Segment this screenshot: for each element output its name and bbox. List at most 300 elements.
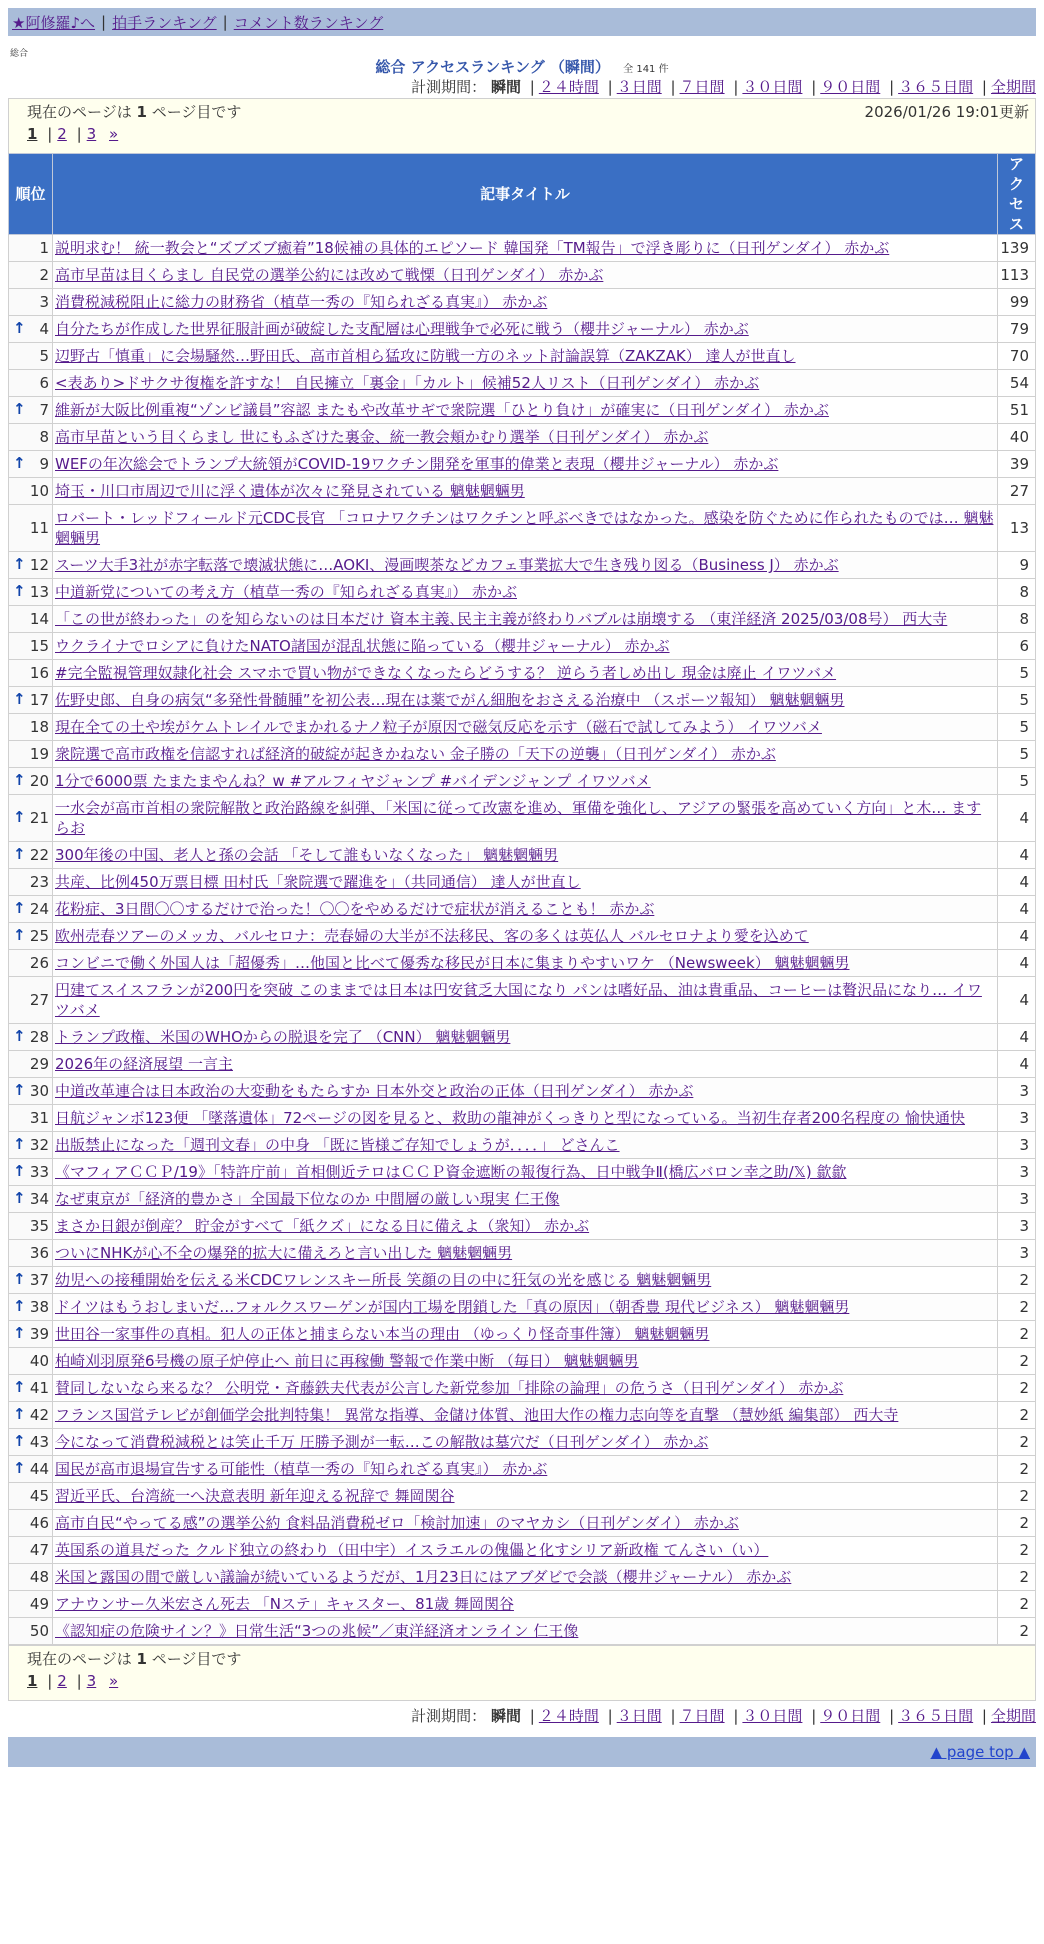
rank-cell: [9, 1294, 53, 1321]
table-row: [9, 1402, 1036, 1429]
period-current: 瞬間: [490, 78, 521, 96]
access-count: 4: [998, 977, 1036, 1024]
title-cell: [53, 950, 998, 977]
rank-cell: [9, 1213, 53, 1240]
table-row: [9, 397, 1036, 424]
rank-up-arrow-icon: ↑: [13, 808, 26, 826]
access-count: 4: [998, 869, 1036, 896]
rank-number: 19: [29, 745, 49, 763]
access-count: 5: [998, 768, 1036, 795]
article-link[interactable]: 習近平氏、台湾統一へ決意表明 新年迎える祝辞で 舞岡関谷: [55, 1487, 455, 1505]
article-link[interactable]: 現在全ての土や埃がケムトレイルでまかれるナノ粒子が原因で磁気反応を示す（磁石で試してみよう） イワツバメ: [55, 718, 822, 736]
table-row: [9, 1159, 1036, 1186]
article-link[interactable]: 中道新党についての考え方（植草一秀の『知られざる真実』） 赤かぶ: [55, 583, 517, 601]
article-link[interactable]: 消費税減税阻止に総力の財務省（植草一秀の『知られざる真実』） 赤かぶ: [55, 293, 548, 311]
rank-cell: [9, 1375, 53, 1402]
rank-number: 40: [29, 1352, 49, 1370]
access-header: アクセス: [998, 154, 1036, 235]
rank-cell: [9, 977, 53, 1024]
table-row: [9, 1051, 1036, 1078]
table-row: [9, 1294, 1036, 1321]
access-count: 2: [998, 1591, 1036, 1618]
rank-number: 28: [29, 1028, 49, 1046]
table-row: [9, 505, 1036, 552]
access-count: 40: [998, 424, 1036, 451]
access-count: 2: [998, 1429, 1036, 1456]
title-cell: [53, 1267, 998, 1294]
article-link[interactable]: 高市自民“やってる感”の選挙公約 食料品消費税ゼロ「検討加速」のマヤカシ（日刊ゲンダイ） 赤かぶ: [55, 1514, 739, 1532]
title-cell: [53, 1078, 998, 1105]
article-link[interactable]: 《認知症の危険サイン？》日常生活“3つの兆候”／東洋経済オンライン 仁王像: [55, 1622, 579, 1640]
period-7d-link[interactable]: ７日間: [679, 78, 725, 96]
title-cell: [53, 768, 998, 795]
article-link[interactable]: 高市早苗という目くらまし 世にもふざけた裏金、統一教会頬かむり選挙（日刊ゲンダイ） 赤かぶ: [55, 428, 709, 446]
rank-number: 34: [29, 1190, 49, 1208]
period-3d-link[interactable]: ３日間: [616, 78, 662, 96]
rank-number: 12: [29, 556, 49, 574]
article-link[interactable]: 幼児への接種開始を伝える米CDCワレンスキー所長 笑顔の目の中に狂気の光を感じる 魑魅魍魎男: [55, 1271, 712, 1289]
title-cell: [53, 923, 998, 950]
rank-up-arrow-icon: ↑: [13, 1189, 26, 1207]
period-3d-link[interactable]: ３日間: [616, 1707, 662, 1725]
rank-up-arrow-icon: ↑: [13, 690, 26, 708]
rank-number: 5: [39, 347, 49, 365]
access-count: 3: [998, 1213, 1036, 1240]
rank-cell: [9, 451, 53, 478]
table-row: [9, 687, 1036, 714]
article-link[interactable]: 2026年の経済展望 一言主: [55, 1055, 233, 1073]
rank-number: 3: [39, 293, 49, 311]
access-count: 4: [998, 896, 1036, 923]
rank-cell: [9, 1051, 53, 1078]
table-row: [9, 1213, 1036, 1240]
period-selector-bottom: 計測期間： 瞬間 | ２４時間 | ３日間 | ７日間 | ３０日間 | ９０日間 | ３６５日間 | 全期間: [411, 1707, 1036, 1725]
table-row: [9, 741, 1036, 768]
page-next-link[interactable]: »: [109, 1672, 119, 1690]
title-cell: [53, 1105, 998, 1132]
article-link[interactable]: コンビニで働く外国人は「超優秀」…他国と比べて優秀な移民が日本に集まりやすいワケ （Newsweek） 魑魅魍魎男: [55, 954, 850, 972]
article-link[interactable]: 一水会が高市首相の衆院解散と政治路線を糾弾、「米国に従って改憲を進め、軍備を強化し、アジアの緊張を高めていく方向」と木… ますらお: [55, 799, 982, 837]
rank-cell: [9, 1618, 53, 1645]
rank-cell: [9, 1537, 53, 1564]
access-count: 2: [998, 1483, 1036, 1510]
title-cell: [53, 424, 998, 451]
updated-timestamp: 2026/01/26 19:01更新: [864, 103, 1029, 121]
rank-cell: [9, 896, 53, 923]
table-row: [9, 552, 1036, 579]
table-row: [9, 1429, 1036, 1456]
rank-up-arrow-icon: ↑: [13, 771, 26, 789]
article-link[interactable]: まさか日銀が倒産？ 貯金がすべて「紙クズ」になる日に備えよ（衆知） 赤かぶ: [55, 1217, 590, 1235]
table-row: [9, 1024, 1036, 1051]
title-cell: [53, 370, 998, 397]
rank-cell: [9, 923, 53, 950]
title-cell: [53, 289, 998, 316]
access-count: 2: [998, 1375, 1036, 1402]
title-cell: [53, 1564, 998, 1591]
rank-number: 42: [29, 1406, 49, 1424]
rank-cell: [9, 1024, 53, 1051]
rank-number: 23: [29, 873, 49, 891]
nav-separator: |: [101, 13, 107, 31]
rank-number: 24: [29, 900, 49, 918]
table-row: [9, 289, 1036, 316]
title-cell: [53, 977, 998, 1024]
table-row: [9, 579, 1036, 606]
rank-up-arrow-icon: ↑: [13, 899, 26, 917]
rank-up-arrow-icon: ↑: [13, 926, 26, 944]
rank-number: 21: [29, 809, 49, 827]
rank-cell: [9, 1267, 53, 1294]
rank-cell: [9, 842, 53, 869]
table-row: [9, 633, 1036, 660]
article-link[interactable]: 説明求む！ 統一教会と“ズブズブ癒着”18候補の具体的エピソード 韓国発「TM報告」で浮き彫りに（日刊ゲンダイ） 赤かぶ: [55, 239, 890, 257]
access-count: 9: [998, 552, 1036, 579]
article-link[interactable]: 柏崎刈羽原発6号機の原子炉停止へ 前日に再稼働 警報で作業中断 （毎日） 魑魅魍魎男: [55, 1352, 639, 1370]
access-count: 2: [998, 1402, 1036, 1429]
title-cell: [53, 842, 998, 869]
rank-cell: [9, 660, 53, 687]
rank-cell: [9, 397, 53, 424]
rank-cell: [9, 687, 53, 714]
rank-cell: [9, 1321, 53, 1348]
access-count: 113: [998, 262, 1036, 289]
table-row: [9, 1348, 1036, 1375]
article-link[interactable]: スーツ大手3社が赤字転落で壊滅状態に…AOKI、漫画喫茶などカフェ事業拡大で生き残り図る（Business J） 赤かぶ: [55, 556, 839, 574]
rank-number: 33: [29, 1163, 49, 1181]
rank-up-arrow-icon: ↑: [13, 319, 26, 337]
rank-number: 31: [29, 1109, 49, 1127]
access-count: 4: [998, 950, 1036, 977]
article-link[interactable]: 辺野古「慎重」に会場騒然…野田氏、高市首相ら猛攻に防戦一方のネット討論誤算（ZAKZAK） 達人が世直し: [55, 347, 796, 365]
title-cell: [53, 1186, 998, 1213]
rank-cell: [9, 1456, 53, 1483]
access-count: 3: [998, 1186, 1036, 1213]
rank-cell: [9, 714, 53, 741]
rank-cell: [9, 950, 53, 977]
rank-header: 順位: [9, 154, 53, 235]
applause-ranking-link[interactable]: 拍手ランキング: [112, 13, 217, 32]
article-link[interactable]: 今になって消費税減税とは笑止千万 圧勝予測が一転…この解散は墓穴だ（日刊ゲンダイ） 赤かぶ: [55, 1433, 709, 1451]
access-count: 2: [998, 1456, 1036, 1483]
access-count: 3: [998, 1105, 1036, 1132]
period-all-link[interactable]: 全期間: [990, 1707, 1036, 1725]
article-link[interactable]: 英国系の道具だった クルド独立の終わり（田中宇）イスラエルの傀儡と化すシリア新政権 てんさい（い）: [55, 1541, 769, 1559]
title-cell: [53, 505, 998, 552]
table-row: [9, 1564, 1036, 1591]
article-link[interactable]: 賛同しないなら来るな？ 公明党・斉藤鉄夫代表が公言した新党参加「排除の論理」の危うさ（日刊ゲンダイ） 赤かぶ: [55, 1379, 844, 1397]
period-24h-link[interactable]: ２４時間: [538, 1707, 599, 1725]
title-cell: [53, 795, 998, 842]
period-selector-top: 計測期間： 瞬間 | ２４時間 | ３日間 | ７日間 | ３０日間 | ９０日間 | ３６５日間 | 全期間: [411, 78, 1036, 96]
period-365d-link[interactable]: ３６５日間: [898, 1707, 974, 1725]
period-label: 計測期間：: [411, 1707, 487, 1725]
rank-number: 26: [29, 954, 49, 972]
period-7d-link[interactable]: ７日間: [679, 1707, 725, 1725]
ranking-table: [8, 153, 1036, 1645]
article-link[interactable]: なぜ東京が「経済的豊かさ」全国最下位なのか 中間層の厳しい現実 仁王像: [55, 1190, 560, 1208]
table-row: [9, 606, 1036, 633]
table-row: [9, 660, 1036, 687]
access-count: 27: [998, 478, 1036, 505]
rank-number: 46: [29, 1514, 49, 1532]
access-count: 2: [998, 1321, 1036, 1348]
rank-cell: [9, 1186, 53, 1213]
rank-number: 16: [29, 664, 49, 682]
rank-cell: [9, 1429, 53, 1456]
title-cell: [53, 1618, 998, 1645]
title-cell: [53, 1132, 998, 1159]
rank-up-arrow-icon: ↑: [13, 845, 26, 863]
rank-number: 27: [29, 991, 49, 1009]
title-cell: [53, 633, 998, 660]
article-link[interactable]: 埼玉・川口市周辺で川に浮く遺体が次々に発見されている 魑魅魍魎男: [55, 482, 525, 500]
page-3-link[interactable]: 3: [86, 125, 97, 143]
period-90d-link[interactable]: ９０日間: [820, 78, 881, 96]
access-count: 79: [998, 316, 1036, 343]
table-row: [9, 316, 1036, 343]
article-link[interactable]: 佐野史郎、自身の病気“多発性骨髄腫”を初公表…現在は薬でがん細胞をおさえる治療中 （スポーツ報知） 魑魅魍魎男: [55, 691, 845, 709]
access-count: 4: [998, 795, 1036, 842]
table-row: [9, 1132, 1036, 1159]
page-2-link[interactable]: 2: [57, 125, 67, 143]
table-row: [9, 1321, 1036, 1348]
rank-up-arrow-icon: ↑: [13, 1270, 26, 1288]
rank-number: 22: [29, 846, 49, 864]
rank-number: 20: [29, 772, 49, 790]
rank-up-arrow-icon: ↑: [13, 400, 26, 418]
rank-up-arrow-icon: ↑: [13, 1297, 26, 1315]
rank-cell: [9, 235, 53, 262]
rank-cell: [9, 606, 53, 633]
rank-cell: [9, 1132, 53, 1159]
page-current: 1: [27, 125, 38, 143]
rank-number: 18: [29, 718, 49, 736]
rank-cell: [9, 1159, 53, 1186]
article-link[interactable]: 《マフィアＣＣＰ/19》「特許庁前」首相側近テロはＣＣＰ資金遮断の報復行為、日中戦争Ⅱ(橋広バロン幸之助/𝕏) 歙歙: [55, 1163, 847, 1181]
title-cell: [53, 741, 998, 768]
title-cell: [53, 1402, 998, 1429]
table-row: [9, 896, 1036, 923]
rank-number: 8: [39, 428, 49, 446]
rank-up-arrow-icon: ↑: [13, 454, 26, 472]
rank-number: 32: [29, 1136, 49, 1154]
current-page-text: 現在のページは 1 ページ目です: [27, 103, 242, 121]
period-30d-link[interactable]: ３０日間: [742, 78, 803, 96]
access-count: 4: [998, 1024, 1036, 1051]
rank-cell: [9, 869, 53, 896]
table-row: [9, 370, 1036, 397]
title-cell: [53, 896, 998, 923]
article-link[interactable]: ドイツはもうおしまいだ…フォルクスワーゲンが国内工場を閉鎖した「真の原因」（朝香豊 現代ビジネス） 魑魅魍魎男: [55, 1298, 850, 1316]
page-2-link[interactable]: 2: [57, 1672, 67, 1690]
article-link[interactable]: 「この世が終わった」のを知らないのは日本だけ 資本主義､民主主義が終わりバブルは崩壊する （東洋経済 2025/03/08号） 西大寺: [55, 610, 948, 628]
rank-number: 49: [29, 1595, 49, 1613]
period-all-link[interactable]: 全期間: [990, 78, 1036, 96]
title-cell: [53, 687, 998, 714]
article-link[interactable]: 花粉症、3日間〇〇するだけで治った！〇〇をやめるだけで症状が消えることも！ 赤かぶ: [55, 900, 655, 918]
title-cell: [53, 478, 998, 505]
period-30d-link[interactable]: ３０日間: [742, 1707, 803, 1725]
title-cell: [53, 316, 998, 343]
article-link[interactable]: 共産、比例450万票目標 田村氏「衆院選で躍進を」（共同通信） 達人が世直し: [55, 873, 581, 891]
rank-number: 43: [29, 1433, 49, 1451]
rank-number: 47: [29, 1541, 49, 1559]
rank-number: 6: [39, 374, 49, 392]
access-count: 2: [998, 1618, 1036, 1645]
article-link[interactable]: 米国と露国の間で厳しい議論が続いているようだが、1月23日にはアブダビで会談（櫻井ジャーナル） 赤かぶ: [55, 1568, 792, 1586]
access-count: 13: [998, 505, 1036, 552]
page-next-link[interactable]: »: [109, 125, 119, 143]
access-count: 6: [998, 633, 1036, 660]
rank-number: 35: [29, 1217, 49, 1235]
rank-cell: [9, 1105, 53, 1132]
table-row: [9, 795, 1036, 842]
title-cell: [53, 1213, 998, 1240]
home-link[interactable]: ★阿修羅♪へ: [12, 13, 96, 32]
article-link[interactable]: 300年後の中国、老人と孫の会話 「そして誰もいなくなった」 魑魅魍魎男: [55, 846, 559, 864]
title-cell: [53, 714, 998, 741]
article-link[interactable]: トランプ政権、米国のWHOからの脱退を完了 （CNN） 魑魅魍魎男: [55, 1028, 511, 1046]
rank-cell: [9, 1078, 53, 1105]
rank-cell: [9, 505, 53, 552]
article-link[interactable]: 円建てスイスフランが200円を突破 このままでは日本は円安貧乏大国になり パンは嗜好品、油は貴重品、コーヒーは贅沢品になり… イワツバメ: [55, 981, 982, 1019]
comment-ranking-link[interactable]: コメント数ランキング: [233, 13, 384, 32]
pagination: 1 | 2 | 3 »: [27, 1672, 119, 1690]
article-link[interactable]: 日航ジャンボ123便 「墜落遺体」72ページの図を見ると、救助の龍神がくっきりと型になっている。当初生存者200名程度の 愉快通快: [55, 1109, 965, 1127]
rank-cell: [9, 262, 53, 289]
period-label: 計測期間：: [411, 78, 487, 96]
table-row: [9, 478, 1036, 505]
rank-cell: [9, 741, 53, 768]
article-link[interactable]: 維新が大阪比例重複“ゾンビ議員”容認 またもや改革サギで衆院選「ひとり負け」が確実に（日刊ゲンダイ） 赤かぶ: [55, 401, 829, 419]
title-cell: [53, 1294, 998, 1321]
rank-number: 29: [29, 1055, 49, 1073]
page-title-row: [0, 56, 1044, 76]
rank-cell: [9, 478, 53, 505]
rank-number: 15: [29, 637, 49, 655]
table-row: [9, 235, 1036, 262]
article-link[interactable]: ついにNHKが心不全の爆発的拡大に備えろと言い出した 魑魅魍魎男: [55, 1244, 513, 1262]
nav-separator: |: [222, 13, 228, 31]
article-link[interactable]: 世田谷一家事件の真相。犯人の正体と捕まらない本当の理由 （ゆっくり怪奇事件簿） 魑魅魍魎男: [55, 1325, 710, 1343]
page-top-link[interactable]: ▲ page top ▲: [930, 1743, 1030, 1761]
article-link[interactable]: 欧州売春ツアーのメッカ、バルセロナ：売春婦の大半が不法移民、客の多くは英仏人 バルセロナより愛を込めて: [55, 927, 809, 945]
rank-number: 44: [29, 1460, 49, 1478]
title-cell: [53, 1483, 998, 1510]
access-count: 5: [998, 660, 1036, 687]
rank-cell: [9, 1591, 53, 1618]
table-row: [9, 768, 1036, 795]
title-cell: [53, 660, 998, 687]
access-count: 2: [998, 1294, 1036, 1321]
table-row: [9, 1375, 1036, 1402]
rank-number: 36: [29, 1244, 49, 1262]
table-row: [9, 842, 1036, 869]
page-info-top: [8, 98, 1036, 153]
page-info-bottom: [8, 1645, 1036, 1701]
rank-number: 25: [29, 927, 49, 945]
table-row: [9, 1105, 1036, 1132]
title-cell: [53, 1051, 998, 1078]
category-label: 総合: [10, 49, 29, 59]
table-row: [9, 1591, 1036, 1618]
article-link[interactable]: <表あり>ドサクサ復権を許すな！ 自民擁立「裏金」「カルト」候補52人リスト（日刊ゲンダイ） 赤かぶ: [55, 374, 760, 392]
article-link[interactable]: ロバート・レッドフィールド元CDC長官 「コロナワクチンはワクチンと呼ぶべきではなかった。感染を防ぐために作られたものでは… 魑魅魍魎男: [55, 509, 994, 547]
table-row: [9, 343, 1036, 370]
period-365d-link[interactable]: ３６５日間: [898, 78, 974, 96]
rank-number: 7: [39, 401, 49, 419]
access-count: 2: [998, 1537, 1036, 1564]
title-cell: [53, 235, 998, 262]
rank-cell: [9, 1402, 53, 1429]
table-row: [9, 869, 1036, 896]
rank-up-arrow-icon: ↑: [13, 1324, 26, 1342]
article-link[interactable]: 出版禁止になった「週刊文春」の中身 「既に皆様ご存知でしょうが．．．．」 どさんこ: [55, 1136, 620, 1154]
rank-number: 9: [39, 455, 49, 473]
rank-number: 17: [29, 691, 49, 709]
title-cell: [53, 343, 998, 370]
rank-up-arrow-icon: ↑: [13, 1459, 26, 1477]
article-link[interactable]: #完全監視管理奴隷化社会 スマホで買い物ができなくなったらどうする？ 逆らう者しめ出し 現金は廃止 イワツバメ: [55, 664, 837, 682]
rank-cell: [9, 1348, 53, 1375]
access-count: 5: [998, 714, 1036, 741]
period-24h-link[interactable]: ２４時間: [538, 78, 599, 96]
title-cell: [53, 579, 998, 606]
title-cell: [53, 451, 998, 478]
bottom-bar: [8, 1737, 1036, 1767]
title-cell: [53, 1510, 998, 1537]
rank-number: 11: [29, 519, 49, 537]
rank-up-arrow-icon: ↑: [13, 1405, 26, 1423]
access-count: 99: [998, 289, 1036, 316]
rank-cell: [9, 343, 53, 370]
access-count: 2: [998, 1348, 1036, 1375]
access-count: 3: [998, 1159, 1036, 1186]
article-link[interactable]: 高市早苗は目くらまし 自民党の選挙公約には改めて戦慄（日刊ゲンダイ） 赤かぶ: [55, 266, 604, 284]
page-3-link[interactable]: 3: [86, 1672, 97, 1690]
rank-number: 30: [29, 1082, 49, 1100]
article-link[interactable]: 中道改革連合は日本政治の大変動をもたらすか 日本外交と政治の正体（日刊ゲンダイ） 赤かぶ: [55, 1082, 694, 1100]
article-link[interactable]: アナウンサー久米宏さん死去 「Nステ」キャスター、81歳 舞岡関谷: [55, 1595, 514, 1613]
period-current: 瞬間: [490, 1707, 521, 1725]
title-cell: [53, 1159, 998, 1186]
access-count: 39: [998, 451, 1036, 478]
page-current: 1: [27, 1672, 38, 1690]
page-title: 総合 アクセスランキング （瞬間）: [375, 58, 610, 76]
access-count: 5: [998, 741, 1036, 768]
article-link[interactable]: 自分たちが作成した世界征服計画が破綻した支配層は心理戦争で必死に戦う（櫻井ジャーナル） 赤かぶ: [55, 320, 749, 338]
table-row: [9, 1618, 1036, 1645]
access-count: 139: [998, 235, 1036, 262]
access-count: 3: [998, 1078, 1036, 1105]
title-header: 記事タイトル: [53, 154, 998, 235]
period-90d-link[interactable]: ９０日間: [820, 1707, 881, 1725]
title-cell: [53, 1456, 998, 1483]
article-link[interactable]: 1分で6000票 たまたまやんね？w #アルフィヤジャンプ #バイデンジャンプ イワツバメ: [55, 772, 651, 790]
access-count: 4: [998, 923, 1036, 950]
article-link[interactable]: 国民が高市退場宣告する可能性（植草一秀の『知られざる真実』） 赤かぶ: [55, 1460, 548, 1478]
table-row: [9, 714, 1036, 741]
article-link[interactable]: 衆院選で高市政権を信認すれば経済的破綻が起きかねない 金子勝の「天下の逆襲」（日刊ゲンダイ） 赤かぶ: [55, 745, 776, 763]
article-link[interactable]: ウクライナでロシアに負けたNATO諸国が混乱状態に陥っている（櫻井ジャーナル） 赤かぶ: [55, 637, 670, 655]
article-link[interactable]: フランス国営テレビが創価学会批判特集！ 異常な指導、金儲け体質、池田大作の権力志向等を直撃 （慧妙紙 編集部） 西大寺: [55, 1406, 899, 1424]
title-cell: [53, 1348, 998, 1375]
rank-number: 13: [29, 583, 49, 601]
rank-number: 1: [39, 239, 49, 257]
table-row: [9, 950, 1036, 977]
article-link[interactable]: WEFの年次総会でトランプ大統領がCOVID-19ワクチン開発を軍事的偉業と表現（櫻井ジャーナル） 赤かぶ: [55, 455, 779, 473]
